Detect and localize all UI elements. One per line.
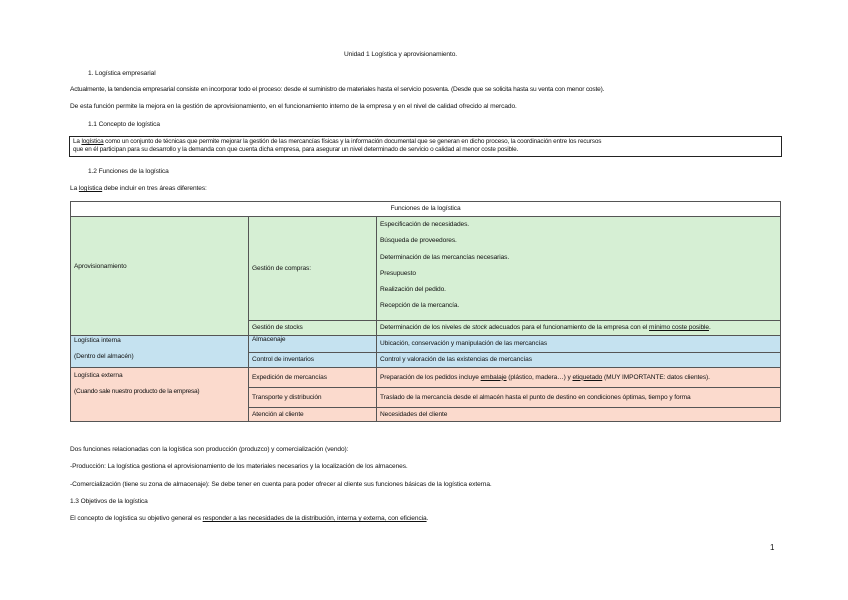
paragraph-2: De esta función permite la mejora en la gestión de aprovisionamiento, en el funcionamiento interno de la empresa y en el nivel de calidad ofrecido al mercado. <box>70 103 517 110</box>
atencion-label: Atención al cliente <box>249 408 377 422</box>
paragraph-1: Actualmente, la tendencia empresarial consiste en incorporar todo el proceso: desde el suministro de materiales hasta el servicio posventa. (Desde que se solicita hasta su venta con menor coste). <box>70 86 605 93</box>
paragraph-3: Dos funciones relacionadas con la logística son producción (produzco) y comercialización (vendo): <box>70 446 349 453</box>
externa-title: Logística externa <box>74 372 123 379</box>
area-logistica-interna <box>71 336 249 368</box>
list-item: Determinación de las mercancías necesarias. <box>380 253 510 261</box>
inventarios-label: Control de inventarios <box>249 353 377 368</box>
concept-word: logística <box>81 138 104 145</box>
paragraph-4: -Producción: La logística gestiona el aprovisionamiento de los materiales necesarios y la localización de los almacenes. <box>70 463 408 470</box>
intro-underlined-word: logística <box>78 185 103 192</box>
gestion-compras-list <box>377 217 781 321</box>
concept-line-2: que en él participan para su desarrollo y la demanda con que cuenta dicha empresa, para asegurar un nivel determinado de servicio o calidad al menor coste posible. <box>73 146 519 153</box>
section-1-3-heading: 1.3 Objetivos de la logística <box>70 498 148 505</box>
list-item: Búsqueda de proveedores. <box>380 237 457 245</box>
gestion-stocks-desc: Determinación de los niveles de stock adecuados para el funcionamiento de la empresa con el mínimo coste posible. <box>377 321 781 336</box>
section-1-1-heading: 1.1 Concepto de logística <box>88 121 160 128</box>
paragraph-6: El concepto de logística su objetivo general es responder a las necesidades de la distribución, interna y externa, con eficiencia. <box>70 515 429 522</box>
paragraph-5: -Comercialización (tiene su zona de almacenaje): Se debe tener en cuenta para poder ofrecer al cliente sus funciones básicas de la logística externa. <box>70 481 492 488</box>
almacenaje-label: Almacenaje <box>249 336 377 353</box>
list-item: Presupuesto <box>380 269 416 277</box>
page-number: 1 <box>770 543 775 552</box>
document-title: Unidad 1 Logística y aprovisionamiento. <box>344 51 458 58</box>
list-item: Especificación de necesidades. <box>380 221 470 228</box>
concept-line-1: como un conjunto de técnicas que permite mejorar la gestión de las mercancías físicas y la información documental que se generan en dicho proceso, la coordinación entre los recursos <box>103 138 602 145</box>
atencion-desc: Necesidades del cliente <box>377 408 781 422</box>
section-1-2-heading: 1.2 Funciones de la logística <box>88 168 169 175</box>
area-aprovisionamiento: Aprovisionamiento <box>71 217 249 336</box>
interna-title: Logística interna <box>74 337 121 344</box>
list-item: Realización del pedido. <box>380 286 446 294</box>
section-1-heading: 1. Logística empresarial <box>88 70 156 77</box>
inventarios-desc: Control y valoración de las existencias de mercancías <box>377 353 781 368</box>
concept-box <box>69 136 782 157</box>
area-logistica-externa <box>71 368 249 422</box>
transporte-desc: Traslado de la mercancía desde el almacén hasta el punto de destino en condiciones óptimas, tiempo y forma <box>377 388 781 408</box>
table-header: Funciones de la logística <box>71 202 781 217</box>
transporte-label: Transporte y distribución <box>249 388 377 408</box>
concept-pre: La <box>73 138 82 145</box>
gestion-stocks-label: Gestión de stocks <box>249 321 377 336</box>
list-item: Recepción de la mercancía. <box>380 302 460 310</box>
expedicion-label: Expedición de mercancías <box>249 368 377 388</box>
p6-underlined: responder a las necesidades de la distribución, interna y externa, con eficiencia <box>202 515 427 522</box>
almacenaje-desc: Ubicación, conservación y manipulación de las mercancías <box>377 336 781 353</box>
gestion-compras-label: Gestión de compras: <box>249 217 377 321</box>
functions-intro: La logística debe incluir en tres áreas diferentes: <box>70 185 207 192</box>
expedicion-desc: Preparación de los pedidos incluye embalaje (plástico, madera…) y etiquetado (MUY IMPORTANTE: datos clientes). <box>377 368 781 388</box>
externa-subtitle: (Cuando sale nuestro producto de la empresa) <box>74 388 200 395</box>
interna-subtitle: (Dentro del almacén) <box>74 353 134 360</box>
functions-table <box>70 201 781 422</box>
